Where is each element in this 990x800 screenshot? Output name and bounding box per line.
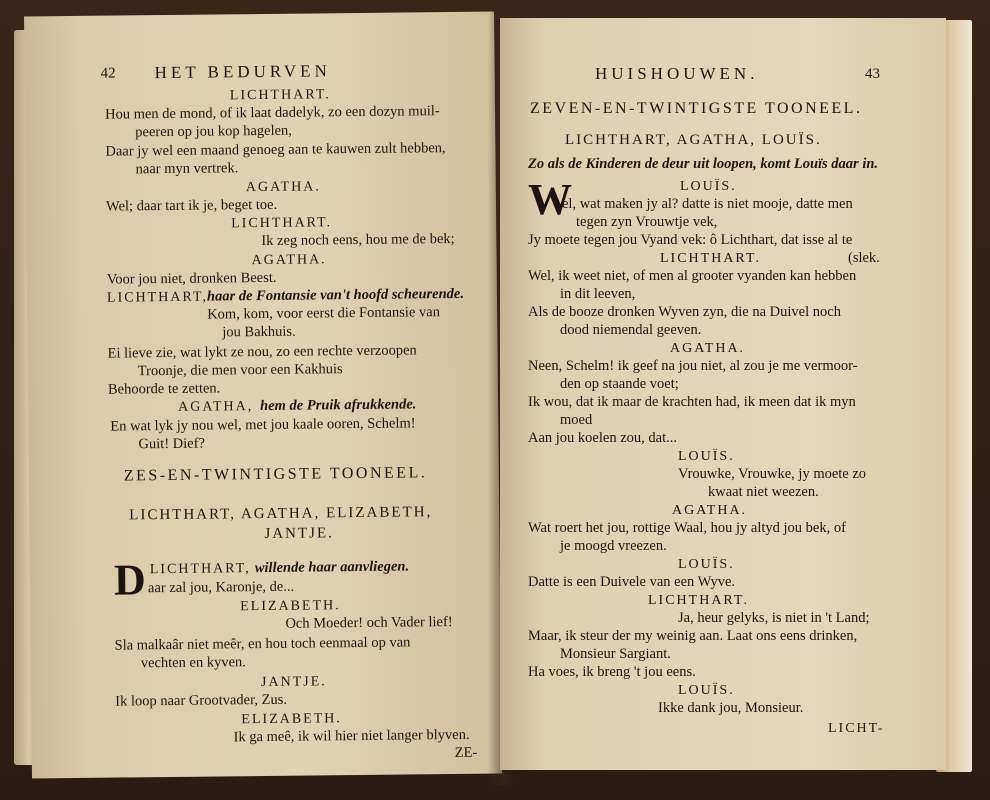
speaker-label: LICHTHART, [149, 561, 251, 578]
speaker-label: AGATHA, [178, 399, 254, 415]
right-running-head: HUISHOUWEN. [595, 64, 759, 83]
text-line: Troonje, die men voor een Kakhuis [137, 361, 343, 380]
scene-characters: JANTJE. [264, 525, 334, 542]
scene-characters: LICHTHART, AGATHA, LOUÏS. [565, 132, 822, 148]
text-line: jou Bakhuis. [222, 323, 296, 341]
left-page [24, 12, 502, 779]
text-line: kwaat niet weezen. [708, 484, 819, 500]
text-line: in dit leeven, [560, 286, 636, 302]
speaker-label: ELIZABETH. [240, 598, 341, 615]
text-line: En wat lyk jy nou wel, met jou kaale ooren, Schelm! [110, 415, 416, 435]
text-line: Voor jou niet, dronken Beest. [106, 269, 277, 288]
catchword: ZE- [454, 744, 478, 762]
text-line: Vrouwke, Vrouwke, jy moete zo [678, 466, 867, 482]
speaker-label: LOUÏS. [678, 449, 735, 464]
text-line: Ik ga meê, ik wil hier niet langer blyven. [233, 726, 470, 746]
text-line: Ikke dank jou, Monsieur. [658, 700, 804, 716]
speaker-label: LOUÏS. [678, 557, 735, 572]
text-line: Als de booze dronken Wyven zyn, die na Duivel noch [528, 304, 841, 320]
speaker-label: AGATHA. [670, 341, 746, 356]
text-line: (slek. [848, 250, 880, 266]
text-line: el, wat maken jy al? datte is niet mooje, datte men [562, 196, 853, 212]
stage-direction: willende haar aanvliegen. [254, 558, 410, 577]
text-line: Ha voes, ik breng 't jou eens. [528, 664, 696, 680]
text-line: den op staande voet; [560, 376, 679, 392]
text-line: moed [560, 412, 593, 428]
speaker-label: LOUÏS. [680, 179, 737, 194]
stage-direction: Zo als de Kinderen de deur uit loopen, komt Louïs daar in. [528, 156, 879, 172]
text-line: Neen, Schelm! ik geef na jou niet, al zou je me vermoor- [528, 358, 858, 374]
text-line: tegen zyn Vrouwtje vek, [576, 214, 718, 230]
text-line: Behoorde te zetten. [107, 380, 221, 398]
speaker-label: LICHTHART. [660, 251, 761, 266]
text-line: Wat roert het jou, rottige Waal, hou jy altyd jou bek, of [528, 520, 846, 536]
speaker-label: JANTJE. [260, 674, 327, 691]
speaker-label: AGATHA. [251, 252, 327, 269]
text-line: Monsieur Sargiant. [560, 646, 671, 662]
scene-heading: ZES-EN-TWINTIGSTE TOONEEL. [123, 464, 428, 485]
left-running-head: HET BEDURVEN [154, 61, 331, 83]
text-line: Ik wou, dat ik maar de krachten had, ik meen dat ik myn [528, 394, 856, 410]
catchword: LICHT- [828, 721, 885, 736]
scene-characters: LICHTHART, AGATHA, ELIZABETH, [129, 504, 433, 524]
text-line: Ja, heur gelyks, is niet in 't Land; [678, 610, 870, 626]
scene-heading: ZEVEN-EN-TWINTIGSTE TOONEEL. [530, 100, 863, 117]
text-line: Maar, ik steur der my weinig aan. Laat ons eens drinken, [528, 628, 858, 644]
text-line: dood niemendal geeven. [560, 322, 702, 338]
text-line: je moogd vreezen. [560, 538, 667, 554]
text-line: Ik zeg noch eens, hou me de bek; [261, 230, 455, 250]
text-line: Kom, kom, voor eerst die Fontansie van [207, 304, 440, 323]
text-line: Daar jy wel een maand genoeg aan te kauwen zult hebben, [105, 140, 446, 160]
speaker-label: ELIZABETH. [241, 711, 342, 728]
speaker-label: LICHTHART. [648, 593, 749, 608]
speaker-label: LICHTHART, [106, 289, 209, 306]
text-line: Wel; daar tart ik je, beget toe. [105, 196, 278, 215]
left-page-text [24, 12, 502, 779]
right-page-text [500, 18, 946, 770]
speaker-label: AGATHA. [245, 179, 321, 196]
stage-direction: hem de Pruik afrukkende. [260, 396, 417, 415]
text-line: Aan jou koelen zou, dat... [528, 430, 677, 446]
text-line: Guit! Dief? [138, 435, 206, 453]
left-page-number: 42 [100, 65, 116, 82]
text-line: Och Moeder! och Vader lief! [285, 614, 453, 632]
text-line: Sla malkaâr niet meêr, en hou toch eenmaal op van [114, 634, 411, 654]
right-page [500, 18, 946, 770]
text-line: aar zal jou, Karonje, de... [147, 578, 295, 597]
drop-cap: W [528, 175, 572, 224]
text-line: Ei lieve zie, wat lykt ze nou, zo een rechte verzoopen [107, 342, 417, 362]
text-line: Wel, ik weet niet, of men al grooter vyanden kan hebben [528, 268, 857, 284]
speaker-label: LICHTHART. [229, 87, 331, 104]
text-line: peeren op jou kop hagelen, [135, 122, 292, 141]
text-line: vechten en kyven. [140, 654, 246, 672]
text-line: Hou men de mond, of ik laat dadelyk, zo een dozyn muil- [104, 103, 440, 123]
drop-cap: D [113, 555, 146, 605]
stage-direction: haar de Fontansie van't hoofd scheurende. [206, 285, 465, 305]
text-line: naar myn vertrek. [135, 160, 239, 178]
speaker-label: AGATHA. [672, 503, 748, 518]
text-line: Datte is een Duivele van een Wyve. [528, 574, 736, 590]
speaker-label: LOUÏS. [678, 683, 735, 698]
text-line: Ik loop naar Grootvader, Zus. [115, 691, 288, 710]
right-page-number: 43 [865, 66, 880, 82]
text-line: Jy moete tegen jou Vyand vek: ô Lichthart, dat isse al te [528, 232, 853, 248]
speaker-label: LICHTHART. [231, 215, 333, 232]
